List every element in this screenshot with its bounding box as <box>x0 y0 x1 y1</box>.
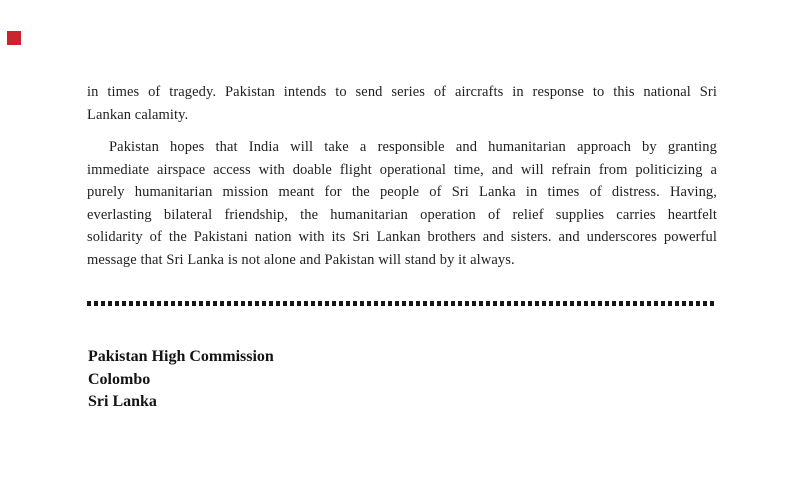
dotted-divider <box>87 301 717 306</box>
paragraph-1 <box>87 81 717 126</box>
text-line: in times of tragedy. Pakistan intends to send series of aircrafts in response to this national Sri <box>87 84 717 100</box>
letter-body <box>87 81 717 271</box>
signature-line-country: Sri Lanka <box>88 393 157 410</box>
text-line: Pakistan hopes that India will take a responsible and humanitarian approach by granting <box>109 139 717 155</box>
text-line: immediate airspace access with doable flight operational time, and will refrain from politicizing a <box>87 161 717 178</box>
signature-line-city: Colombo <box>88 370 151 388</box>
paragraph-2 <box>87 136 717 271</box>
text-line: solidarity of the Pakistani nation with its Sri Lankan brothers and sisters. and underscores powerful <box>87 229 717 245</box>
red-square-marker <box>7 31 21 45</box>
signature-line-organization: Pakistan High Commission <box>88 348 274 365</box>
text-line: Lankan calamity. <box>87 106 189 123</box>
text-line: message that Sri Lanka is not alone and Pakistan will stand by it always. <box>87 251 515 268</box>
signature-block <box>88 346 274 414</box>
text-line: purely humanitarian mission meant for the people of Sri Lanka in times of distress. Having, <box>87 184 717 200</box>
text-line: everlasting bilateral friendship, the humanitarian operation of relief supplies carries heartfelt <box>87 206 717 223</box>
